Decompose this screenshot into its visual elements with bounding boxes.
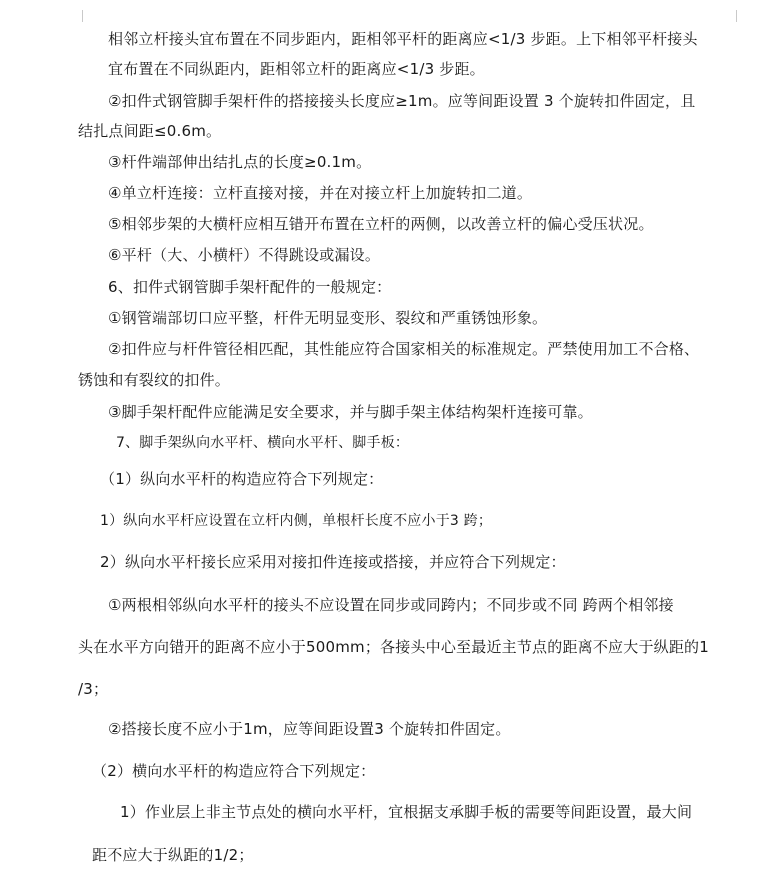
- text-line: 头在水平方向错开的距离不应小于500mm；各接头中心至最近主节点的距离不应大于纵距的1: [78, 638, 710, 656]
- text-line: ⑤相邻步架的大横杆应相互错开布置在立杆的两侧，以改善立杆的偏心受压状况。: [108, 215, 654, 233]
- text-line: ①钢管端部切口应平整，杆件无明显变形、裂纹和严重锈蚀形象。: [108, 309, 548, 327]
- text-line: ②搭接长度不应小于1m，应等间距设置3 个旋转扣件固定。: [108, 720, 511, 738]
- text-line: 1）作业层上非主节点处的横向水平杆，宜根据支承脚手板的需要等间距设置，最大间: [120, 803, 693, 821]
- text-line: 相邻立杆接头宜布置在不同步距内，距相邻平杆的距离应<1/3 步距。上下相邻平杆接头: [108, 30, 698, 48]
- text-line: 距不应大于纵距的1/2；: [92, 846, 254, 864]
- text-line: ③杆件端部伸出结扎点的长度≥0.1m。: [108, 153, 372, 171]
- subsection-heading: （2）横向水平杆的构造应符合下列规定：: [92, 762, 376, 780]
- text-line: 1）纵向水平杆应设置在立杆内侧，单根杆长度不应小于3 跨；: [100, 513, 493, 529]
- text-line: 锈蚀和有裂纹的扣件。: [78, 371, 231, 389]
- page-corner-mark-right: [736, 10, 745, 22]
- text-line: /3；: [78, 680, 109, 698]
- text-line: ③脚手架杆配件应能满足安全要求，并与脚手架主体结构架杆连接可靠。: [108, 403, 593, 421]
- text-line: 结扎点间距≤0.6m。: [78, 122, 222, 140]
- text-line: 宜布置在不同纵距内，距相邻立杆的距离应<1/3 步距。: [108, 60, 485, 78]
- text-line: ④单立杆连接：立杆直接对接，并在对接立杆上加旋转扣二道。: [108, 184, 533, 202]
- text-line: 2）纵向水平杆接长应采用对接扣件连接或搭接，并应符合下列规定：: [100, 553, 566, 571]
- subsection-heading: （1）纵向水平杆的构造应符合下列规定：: [100, 470, 384, 488]
- text-line: ②扣件应与杆件管径相匹配，其性能应符合国家相关的标准规定。严禁使用加工不合格、: [108, 340, 700, 358]
- text-line: ②扣件式钢管脚手架杆件的搭接接头长度应≥1m。应等间距设置 3 个旋转扣件固定，且: [108, 92, 696, 110]
- text-line: ①两根相邻纵向水平杆的接头不应设置在同步或同跨内；不同步或不同 跨两个相邻接: [108, 596, 674, 614]
- section-heading: 7、脚手架纵向水平杆、横向水平杆、脚手板：: [116, 435, 410, 451]
- page-corner-mark-left: [74, 10, 83, 22]
- text-line: ⑥平杆（大、小横杆）不得跳设或漏设。: [108, 246, 381, 264]
- section-heading: 6、扣件式钢管脚手架杆配件的一般规定：: [108, 278, 392, 296]
